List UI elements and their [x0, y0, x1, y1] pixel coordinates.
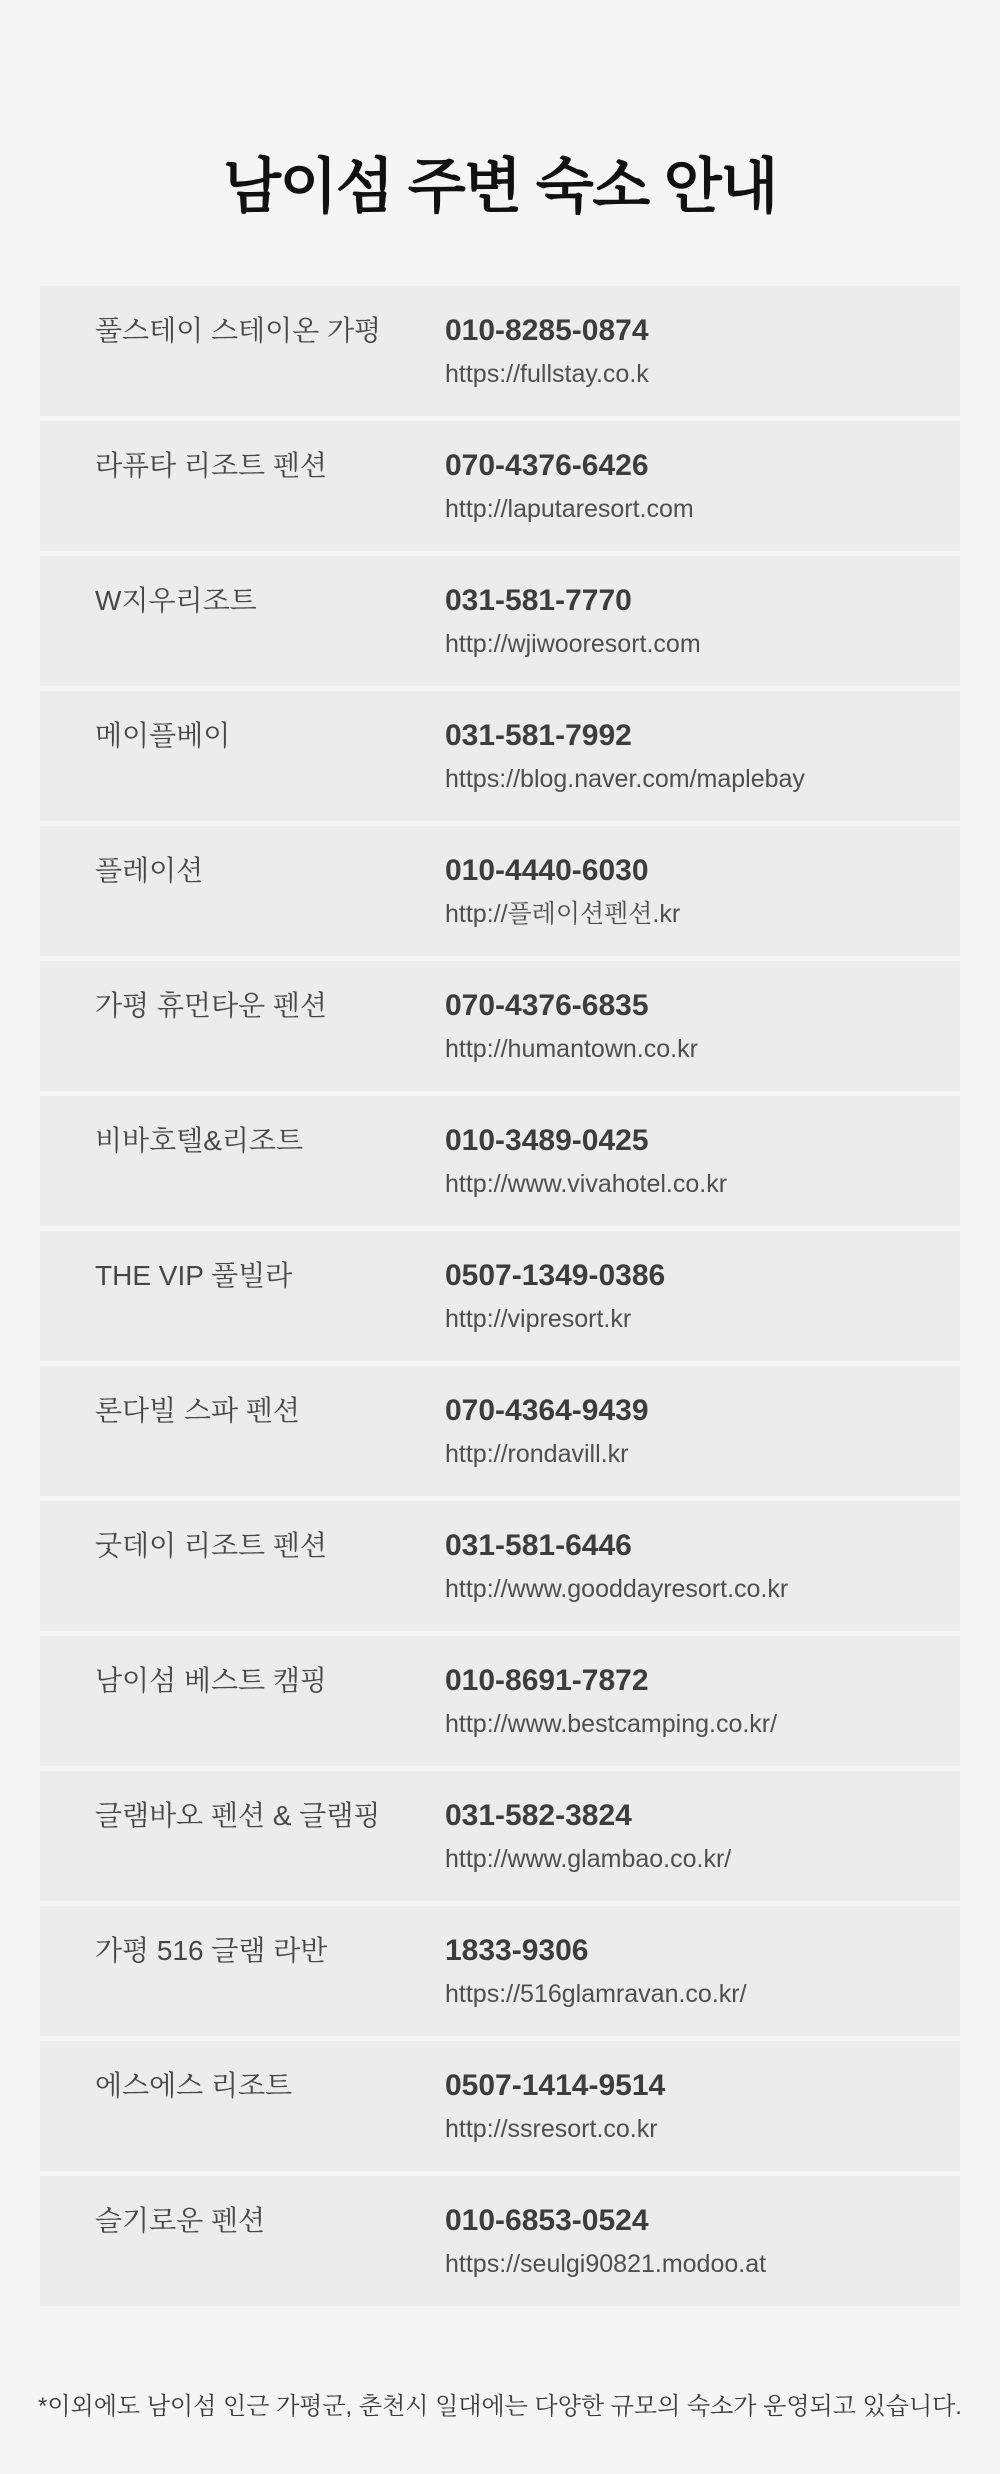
accommodation-row [40, 421, 960, 551]
accommodation-phone: 0507-1414-9514 [445, 2069, 666, 2102]
accommodation-phone: 031-581-6446 [445, 1529, 632, 1562]
accommodation-row [40, 961, 960, 1091]
accommodation-name: 플레이션 [95, 855, 204, 886]
accommodation-url: http://www.gooddayresort.co.kr [445, 1575, 789, 1603]
accommodation-url: https://fullstay.co.k [445, 360, 649, 388]
accommodation-url: http://www.glambao.co.kr/ [445, 1845, 732, 1873]
accommodation-contact [445, 1528, 930, 1604]
accommodation-contact [445, 1663, 930, 1739]
accommodation-row [40, 1771, 960, 1901]
accommodation-name: 글램바오 펜션 & 글램핑 [95, 1800, 381, 1831]
accommodation-name: THE VIP 풀빌라 [95, 1260, 293, 1291]
accommodation-row [40, 1906, 960, 2036]
accommodation-row [40, 826, 960, 956]
accommodation-contact [445, 1393, 930, 1469]
accommodation-row [40, 691, 960, 821]
accommodation-name: 가평 516 글램 라반 [95, 1935, 328, 1966]
accommodation-phone: 010-4440-6030 [445, 854, 649, 887]
accommodation-phone: 1833-9306 [445, 1934, 589, 1967]
accommodation-contact [445, 313, 930, 389]
accommodation-name: 굿데이 리조트 펜션 [95, 1530, 327, 1561]
accommodation-contact [445, 1798, 930, 1874]
accommodation-row [40, 1501, 960, 1631]
accommodation-url: http://플레이션펜션.kr [445, 900, 681, 928]
accommodation-url: http://ssresort.co.kr [445, 2115, 658, 2143]
accommodation-url: http://vipresort.kr [445, 1305, 632, 1333]
accommodation-phone: 031-581-7992 [445, 719, 632, 752]
accommodation-contact [445, 1933, 930, 2009]
accommodation-contact [445, 583, 930, 659]
accommodation-url: https://516glamravan.co.kr/ [445, 1980, 747, 2008]
accommodation-name: 남이섬 베스트 캠핑 [95, 1665, 327, 1696]
accommodation-phone: 070-4364-9439 [445, 1394, 649, 1427]
accommodation-url: https://blog.naver.com/maplebay [445, 765, 805, 793]
accommodation-row [40, 556, 960, 686]
accommodation-name: 에스에스 리조트 [95, 2070, 293, 2101]
accommodation-url: http://wjiwooresort.com [445, 630, 701, 658]
accommodation-phone: 010-8285-0874 [445, 314, 649, 347]
accommodation-contact [445, 1123, 930, 1199]
accommodation-phone: 031-581-7770 [445, 584, 632, 617]
accommodation-phone: 010-6853-0524 [445, 2204, 649, 2237]
accommodation-row [40, 1096, 960, 1226]
accommodation-url: http://www.bestcamping.co.kr/ [445, 1710, 778, 1738]
accommodation-contact [445, 1258, 930, 1334]
accommodation-contact [445, 2203, 930, 2279]
accommodation-name: W지우리조트 [95, 585, 257, 616]
accommodation-row [40, 1231, 960, 1361]
accommodation-contact [445, 448, 930, 524]
accommodation-phone: 0507-1349-0386 [445, 1259, 666, 1292]
accommodation-row [40, 2176, 960, 2306]
accommodation-url: http://www.vivahotel.co.kr [445, 1170, 728, 1198]
accommodation-row [40, 1366, 960, 1496]
accommodation-url: http://humantown.co.kr [445, 1035, 698, 1063]
accommodation-phone: 010-3489-0425 [445, 1124, 649, 1157]
accommodation-url: http://rondavill.kr [445, 1440, 629, 1468]
accommodation-name: 메이플베이 [95, 720, 231, 751]
accommodation-contact [445, 853, 930, 929]
accommodation-phone: 070-4376-6426 [445, 449, 649, 482]
accommodation-phone: 070-4376-6835 [445, 989, 649, 1022]
accommodation-name: 비바호텔&리조트 [95, 1125, 304, 1156]
accommodation-name: 슬기로운 펜션 [95, 2205, 266, 2236]
accommodation-contact [445, 718, 930, 794]
accommodation-row [40, 286, 960, 416]
accommodation-phone: 031-582-3824 [445, 1799, 632, 1832]
page-title: 남이섬 주변 숙소 안내 [223, 153, 777, 220]
accommodation-url: http://laputaresort.com [445, 495, 694, 523]
accommodation-name: 라퓨타 리조트 펜션 [95, 450, 327, 481]
footer-note: *이외에도 남이섬 인근 가평군, 춘천시 일대에는 다양한 규모의 숙소가 운영되고 있습니다. [38, 2393, 962, 2420]
accommodation-row [40, 2041, 960, 2171]
accommodation-name: 가평 휴먼타운 펜션 [95, 990, 327, 1021]
accommodation-url: https://seulgi90821.modoo.at [445, 2250, 767, 2278]
accommodation-name: 론다빌 스파 펜션 [95, 1395, 300, 1426]
accommodation-list [40, 286, 960, 2306]
accommodation-name: 풀스테이 스테이온 가평 [95, 315, 382, 346]
accommodation-phone: 010-8691-7872 [445, 1664, 649, 1697]
accommodation-contact [445, 2068, 930, 2144]
accommodation-contact [445, 988, 930, 1064]
accommodation-row [40, 1636, 960, 1766]
